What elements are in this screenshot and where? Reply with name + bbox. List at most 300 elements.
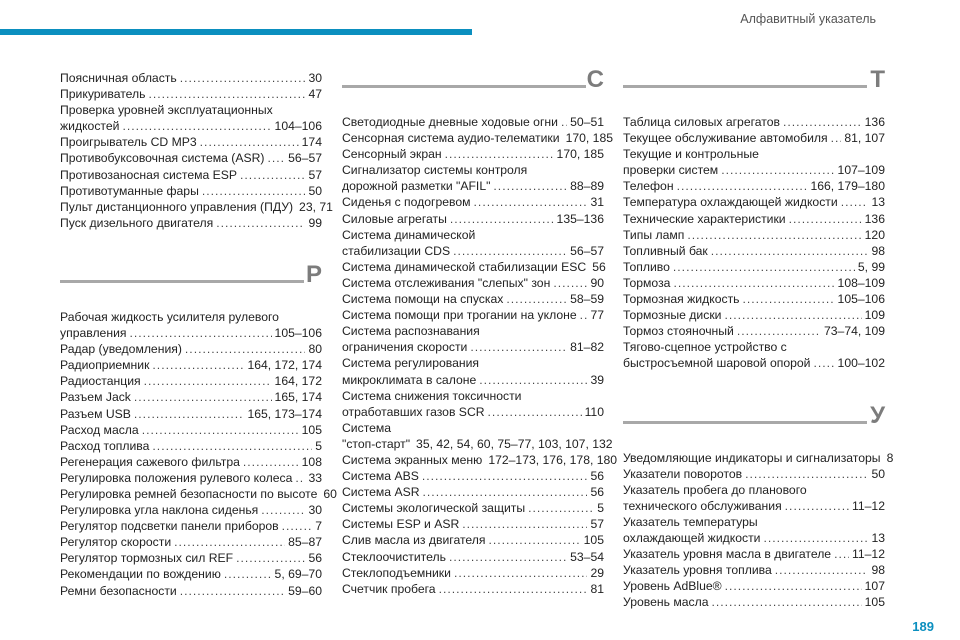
entry-page-refs: 53–54 xyxy=(570,549,604,564)
index-entry xyxy=(342,162,604,194)
entry-page-refs: 105 xyxy=(583,533,604,548)
entry-label: Регулятор скорости xyxy=(60,535,172,550)
entry-text-line: Текущие и контрольные xyxy=(623,147,759,162)
dot-leader xyxy=(422,468,588,484)
entry-label: управления xyxy=(60,326,127,341)
entry-page-refs: 30 xyxy=(308,503,322,518)
entry-page-refs: 5 xyxy=(597,501,604,516)
index-entry xyxy=(60,454,322,470)
entry-page-refs: 108–109 xyxy=(837,275,885,290)
entry-text-line: Сигнализатор системы контроля xyxy=(342,163,528,178)
index-entry xyxy=(623,146,885,178)
entry-label: Температура охлаждающей жидкости xyxy=(623,195,838,210)
dot-leader xyxy=(789,211,862,227)
index-entry xyxy=(60,341,322,357)
index-entry xyxy=(342,291,604,307)
entry-text-line: Система распознавания xyxy=(342,324,480,339)
dot-leader xyxy=(687,227,861,243)
entry-page-refs: 5, 69–70 xyxy=(274,567,322,582)
entry-text-line: Система динамической xyxy=(342,227,476,242)
index-entry xyxy=(342,146,604,162)
entry-label: Система экранных меню xyxy=(342,452,483,467)
entry-page-refs: 73–74, 109 xyxy=(824,324,885,339)
dot-leader xyxy=(813,355,834,371)
entry-label: Ремни безопасности xyxy=(60,583,177,598)
entry-page-refs: 105 xyxy=(864,595,885,610)
index-entry xyxy=(60,150,322,166)
entry-label: быстросъемной шаровой опорой xyxy=(623,356,811,371)
entry-page-refs: 30 xyxy=(308,71,322,85)
entry-page-refs: 39 xyxy=(590,372,604,387)
entry-label: Противобуксовочная система (ASR) xyxy=(60,151,265,166)
dot-leader xyxy=(743,291,835,307)
index-entry xyxy=(60,167,322,183)
entry-label: Таблица силовых агрегатов xyxy=(623,115,780,129)
entry-label: Сиденья с подогревом xyxy=(342,195,471,210)
index-entry xyxy=(623,211,885,227)
entry-page-refs: 81 xyxy=(590,581,604,596)
dot-leader xyxy=(180,70,306,86)
entry-label: Системы ESP и ASR xyxy=(342,517,460,532)
entry-label: Система ASR xyxy=(342,485,420,500)
index-entry xyxy=(342,307,604,323)
entry-label: дорожной разметки "AFIL" xyxy=(342,179,491,194)
entry-page-refs: 172–173, 176, 178, 180 xyxy=(488,452,618,467)
entry-label: Сенсорный экран xyxy=(342,147,442,162)
entry-label: Счетчик пробега xyxy=(342,581,436,596)
entry-label: охлаждающей жидкости xyxy=(623,530,761,545)
index-entry xyxy=(60,486,337,502)
dot-leader xyxy=(831,130,842,146)
entry-label: Силовые агрегаты xyxy=(342,211,447,226)
entry-label: Регенерация сажевого фильтра xyxy=(60,454,240,469)
entry-label: Регулировка положения рулевого колеса xyxy=(60,470,293,485)
dot-leader xyxy=(673,275,834,291)
entry-page-refs: 105–106 xyxy=(274,326,322,341)
index-entry xyxy=(342,323,604,355)
entry-label: Указатель уровня топлива xyxy=(623,563,772,578)
entry-page-refs: 107 xyxy=(864,579,885,594)
entry-page-refs: 170, 185 xyxy=(565,131,614,146)
entry-text-line: Проверка уровней эксплуатационных xyxy=(60,103,273,118)
dot-leader xyxy=(580,307,588,323)
dot-leader xyxy=(185,341,306,357)
index-entry xyxy=(342,194,604,210)
entry-label: Топливный бак xyxy=(623,243,708,258)
dot-leader xyxy=(129,325,271,341)
dot-leader xyxy=(673,259,855,275)
entry-text-line: Система снижения токсичности xyxy=(342,388,522,403)
entry-page-refs: 58–59 xyxy=(570,292,604,307)
index-entry xyxy=(623,275,885,291)
entry-page-refs: 164, 172, 174 xyxy=(247,358,322,373)
index-entry xyxy=(342,388,604,420)
entry-page-refs: 77 xyxy=(590,308,604,323)
dot-leader xyxy=(148,86,305,102)
entry-text-line: Тягово-сцепное устройство с xyxy=(623,340,787,355)
entry-text-line: Система xyxy=(342,420,392,435)
index-entry xyxy=(342,581,604,597)
entry-page-refs: 56 xyxy=(308,551,322,566)
entry-label: Пульт дистанционного управления (ПДУ) xyxy=(60,199,294,214)
section-divider xyxy=(342,85,586,88)
index-entry xyxy=(342,259,604,275)
index-entry xyxy=(60,183,322,199)
entry-page-refs: 33 xyxy=(308,470,322,485)
entry-page-refs: 170, 185 xyxy=(556,147,604,162)
index-column-1 xyxy=(60,70,337,599)
dot-leader xyxy=(180,583,285,599)
dot-leader xyxy=(423,484,588,500)
index-section xyxy=(623,66,885,372)
dot-leader xyxy=(445,146,554,162)
index-entry xyxy=(342,420,613,452)
entry-page-refs: 11–12 xyxy=(852,547,885,562)
entry-label: "стоп-старт" xyxy=(342,436,411,451)
index-entry xyxy=(623,514,885,546)
index-entry xyxy=(342,484,604,500)
dot-leader xyxy=(721,162,834,178)
index-entry xyxy=(623,466,885,482)
index-entry xyxy=(60,215,322,231)
entry-label: Радиостанция xyxy=(60,374,141,389)
entry-label: ограничения скорости xyxy=(342,340,468,355)
entry-page-refs: 136 xyxy=(864,211,885,226)
entry-label: Слив масла из двигателя xyxy=(342,533,486,548)
index-entry xyxy=(60,134,322,150)
entry-page-refs: 166, 179–180 xyxy=(810,179,885,194)
dot-leader xyxy=(553,275,587,291)
entry-page-refs: 136 xyxy=(864,115,885,129)
entry-text-line: Указатель температуры xyxy=(623,514,758,529)
index-entry xyxy=(623,243,885,259)
entry-label: Уведомляющие индикаторы и сигнализаторы xyxy=(623,450,881,465)
index-entry xyxy=(342,565,604,581)
dot-leader xyxy=(724,307,861,323)
entry-page-refs: 135–136 xyxy=(556,211,604,226)
dot-leader xyxy=(449,549,567,565)
dot-leader xyxy=(142,422,299,438)
entry-label: Типы ламп xyxy=(623,227,685,242)
index-section xyxy=(623,401,894,611)
dot-leader xyxy=(528,500,594,516)
index-entry xyxy=(342,452,618,468)
index-section xyxy=(60,260,337,599)
entry-text-line: Система регулирования xyxy=(342,356,480,371)
index-entry xyxy=(60,550,322,566)
entry-text-line: Рабочая жидкость усилителя рулевого xyxy=(60,309,279,324)
index-entry xyxy=(623,482,885,514)
dot-leader xyxy=(489,532,581,548)
entry-label: Тормозa xyxy=(623,275,671,290)
dot-leader xyxy=(506,291,567,307)
entry-label: Система ABS xyxy=(342,469,419,484)
dot-leader xyxy=(462,516,587,532)
index-entry xyxy=(623,562,885,578)
dot-leader xyxy=(174,534,285,550)
section-letter: У xyxy=(870,401,885,429)
entry-label: Технические характеристики xyxy=(623,211,786,226)
dot-leader xyxy=(295,470,305,486)
entry-page-refs: 104–106 xyxy=(274,119,322,134)
index-entry xyxy=(623,594,885,610)
dot-leader xyxy=(834,546,849,562)
entry-label: Уровень AdBlue® xyxy=(623,579,722,594)
index-entry xyxy=(60,518,322,534)
section-divider xyxy=(60,280,304,283)
dot-leader xyxy=(763,530,868,546)
index-entry xyxy=(342,227,604,259)
entry-label: Проигрыватель CD MP3 xyxy=(60,135,197,150)
dot-leader xyxy=(474,194,588,210)
entry-label: Текущее обслуживание автомобиля xyxy=(623,131,828,146)
dot-leader xyxy=(282,518,313,534)
entry-page-refs: 11–12 xyxy=(852,498,885,513)
entry-page-refs: 8 xyxy=(886,450,894,465)
entry-text-line: Указатель пробега до планового xyxy=(623,482,807,497)
index-entry xyxy=(342,468,604,484)
section-divider xyxy=(623,421,867,424)
index-entry xyxy=(60,502,322,518)
entry-page-refs: 85–87 xyxy=(288,535,322,550)
index-entry xyxy=(60,470,322,486)
entry-label: Топливо xyxy=(623,259,670,274)
index-entry xyxy=(623,291,885,307)
entry-label: Радар (уведомления) xyxy=(60,342,182,357)
entry-label: Регулировка ремней безопасности по высоте xyxy=(60,486,318,501)
index-section xyxy=(342,66,618,597)
entry-page-refs: 5 xyxy=(315,438,322,453)
entry-page-refs: 57 xyxy=(590,517,604,532)
entry-label: отработавших газов SCR xyxy=(342,404,485,419)
dot-leader xyxy=(122,118,271,134)
index-entry xyxy=(60,566,322,582)
entry-page-refs: 165, 173–174 xyxy=(247,406,322,421)
index-entry xyxy=(342,500,604,516)
dot-leader xyxy=(152,438,312,454)
dot-leader xyxy=(783,114,862,130)
dot-leader xyxy=(261,502,305,518)
entry-label: Противозаносная система ESP xyxy=(60,167,238,182)
dot-leader xyxy=(144,373,272,389)
dot-leader xyxy=(134,389,272,405)
section-header xyxy=(623,66,885,114)
entry-page-refs: 99 xyxy=(308,215,322,230)
entry-label: Сенсорная система аудио-телематики xyxy=(342,131,560,146)
section-header xyxy=(623,401,885,450)
entry-label: Разъем USB xyxy=(60,406,131,421)
entry-page-refs: 56 xyxy=(590,485,604,500)
entry-label: Указатель уровня масла в двигателе xyxy=(623,547,832,562)
entry-label: Регулятор подсветки панели приборов xyxy=(60,519,279,534)
entry-page-refs: 50 xyxy=(308,183,322,198)
section-divider xyxy=(623,85,867,88)
index-entry xyxy=(623,546,885,562)
entry-label: Система динамической стабилизации ESC xyxy=(342,259,587,274)
dot-leader xyxy=(224,566,272,582)
entry-page-refs: 29 xyxy=(590,565,604,580)
dot-leader xyxy=(267,150,285,166)
entry-label: проверки систем xyxy=(623,163,719,178)
entry-label: Уровень масла xyxy=(623,595,709,610)
entry-page-refs: 98 xyxy=(871,243,885,258)
entry-label: Пуск дизельного двигателя xyxy=(60,215,214,230)
index-entry xyxy=(342,114,604,130)
dot-leader xyxy=(243,454,299,470)
section-letter: P xyxy=(305,260,322,288)
entry-label: Система отслеживания "слепых" зон xyxy=(342,275,551,290)
entry-page-refs: 56 xyxy=(590,469,604,484)
entry-label: стабилизации CDS xyxy=(342,243,451,258)
index-entry xyxy=(342,130,614,146)
dot-leader xyxy=(134,406,245,422)
index-column-2 xyxy=(342,66,618,597)
entry-label: Тормозная жидкость xyxy=(623,292,740,307)
dot-leader xyxy=(439,581,588,597)
entry-label: Расход топлива xyxy=(60,438,150,453)
entry-page-refs: 59–60 xyxy=(288,583,322,598)
index-entry xyxy=(623,450,894,466)
dot-leader xyxy=(725,578,862,594)
entry-label: Регулировка угла наклона сиденья xyxy=(60,503,259,518)
index-entry xyxy=(623,114,885,130)
dot-leader xyxy=(236,550,305,566)
entry-label: Стеклоподъемники xyxy=(342,565,451,580)
entry-label: Системы экологической защиты xyxy=(342,501,526,516)
entry-label: Система помощи на спусках xyxy=(342,292,504,307)
entry-page-refs: 98 xyxy=(871,563,885,578)
entry-page-refs: 165, 174 xyxy=(274,390,322,405)
entry-page-refs: 56–57 xyxy=(570,243,604,258)
entry-label: Регулятор тормозных сил REF xyxy=(60,551,234,566)
entry-label: Стеклоочиститель xyxy=(342,549,446,564)
dot-leader xyxy=(202,183,306,199)
dot-leader xyxy=(453,243,567,259)
entry-page-refs: 120 xyxy=(864,227,885,242)
entry-label: технического обслуживания xyxy=(623,498,782,513)
entry-label: Противотуманные фары xyxy=(60,183,199,198)
entry-page-refs: 80 xyxy=(308,342,322,357)
index-section xyxy=(60,70,333,231)
dot-leader xyxy=(737,323,821,339)
dot-leader xyxy=(200,134,299,150)
index-entry xyxy=(342,532,604,548)
entry-label: Поясничная область xyxy=(60,71,177,85)
dot-leader xyxy=(454,565,588,581)
entry-page-refs: 100–102 xyxy=(837,356,885,371)
index-entry xyxy=(342,275,604,291)
entry-page-refs: 31 xyxy=(590,195,604,210)
index-entry xyxy=(60,86,322,102)
entry-page-refs: 50–51 xyxy=(570,115,604,129)
index-entry xyxy=(60,199,333,215)
index-entry xyxy=(60,389,322,405)
entry-label: Указатели поворотов xyxy=(623,466,743,481)
dot-leader xyxy=(470,339,567,355)
entry-page-refs: 23, 71 xyxy=(299,199,333,214)
dot-leader xyxy=(711,243,869,259)
index-entry xyxy=(623,259,885,275)
entry-page-refs: 174 xyxy=(301,135,322,150)
entry-label: Система помощи при трогании на уклоне xyxy=(342,308,577,323)
entry-page-refs: 105 xyxy=(301,422,322,437)
entry-label: Тормоз стояночный xyxy=(623,324,734,339)
index-entry xyxy=(60,102,322,134)
entry-page-refs: 13 xyxy=(871,195,885,210)
dot-leader xyxy=(240,167,305,183)
index-entry xyxy=(60,406,322,422)
dot-leader xyxy=(841,194,869,210)
index-entry xyxy=(623,130,885,146)
entry-page-refs: 90 xyxy=(590,275,604,290)
entry-page-refs: 108 xyxy=(301,454,322,469)
dot-leader xyxy=(677,178,808,194)
entry-page-refs: 107–109 xyxy=(837,163,885,178)
dot-leader xyxy=(216,215,305,231)
index-entry xyxy=(60,70,322,86)
entry-page-refs: 105–106 xyxy=(837,292,885,307)
dot-leader xyxy=(479,372,587,388)
dot-leader xyxy=(488,404,582,420)
entry-page-refs: 47 xyxy=(308,87,322,102)
index-entry xyxy=(623,227,885,243)
index-entry xyxy=(60,357,322,373)
dot-leader xyxy=(561,114,567,130)
entry-label: жидкостей xyxy=(60,119,120,134)
entry-label: Прикуриватель xyxy=(60,87,146,102)
index-entry xyxy=(623,578,885,594)
entry-label: Светодиодные дневные ходовые огни xyxy=(342,115,558,129)
index-column-3 xyxy=(623,66,894,610)
entry-label: микроклимата в салоне xyxy=(342,372,477,387)
index-entry xyxy=(623,194,885,210)
index-entry xyxy=(623,307,885,323)
entry-page-refs: 13 xyxy=(871,530,885,545)
entry-page-refs: 60 xyxy=(323,486,337,501)
entry-page-refs: 81–82 xyxy=(570,340,604,355)
entry-page-refs: 88–89 xyxy=(570,179,604,194)
entry-label: Тормозные диски xyxy=(623,308,722,323)
section-header xyxy=(60,260,322,309)
dot-leader xyxy=(711,594,861,610)
index-entry xyxy=(623,323,885,339)
index-entry xyxy=(60,373,322,389)
entry-label: Радиоприемник xyxy=(60,358,150,373)
entry-page-refs: 57 xyxy=(308,167,322,182)
page-number: 189 xyxy=(912,619,934,634)
dot-leader xyxy=(450,211,554,227)
dot-leader xyxy=(493,178,567,194)
entry-page-refs: 50 xyxy=(871,466,885,481)
dot-leader xyxy=(775,562,869,578)
entry-label: Рекомендации по вождению xyxy=(60,567,221,582)
entry-page-refs: 56 xyxy=(592,259,606,274)
entry-page-refs: 164, 172 xyxy=(274,374,322,389)
index-entry xyxy=(623,339,885,371)
index-entry xyxy=(342,355,604,387)
entry-page-refs: 5, 99 xyxy=(857,259,885,274)
dot-leader xyxy=(745,466,868,482)
section-letter: C xyxy=(586,66,604,93)
section-letter: T xyxy=(870,66,885,93)
index-entry xyxy=(60,583,322,599)
entry-page-refs: 81, 107 xyxy=(844,131,885,146)
section-header xyxy=(342,66,604,114)
index-entry xyxy=(60,438,322,454)
index-entry xyxy=(623,178,885,194)
entry-page-refs: 7 xyxy=(315,519,322,534)
entry-label: Телефон xyxy=(623,179,674,194)
